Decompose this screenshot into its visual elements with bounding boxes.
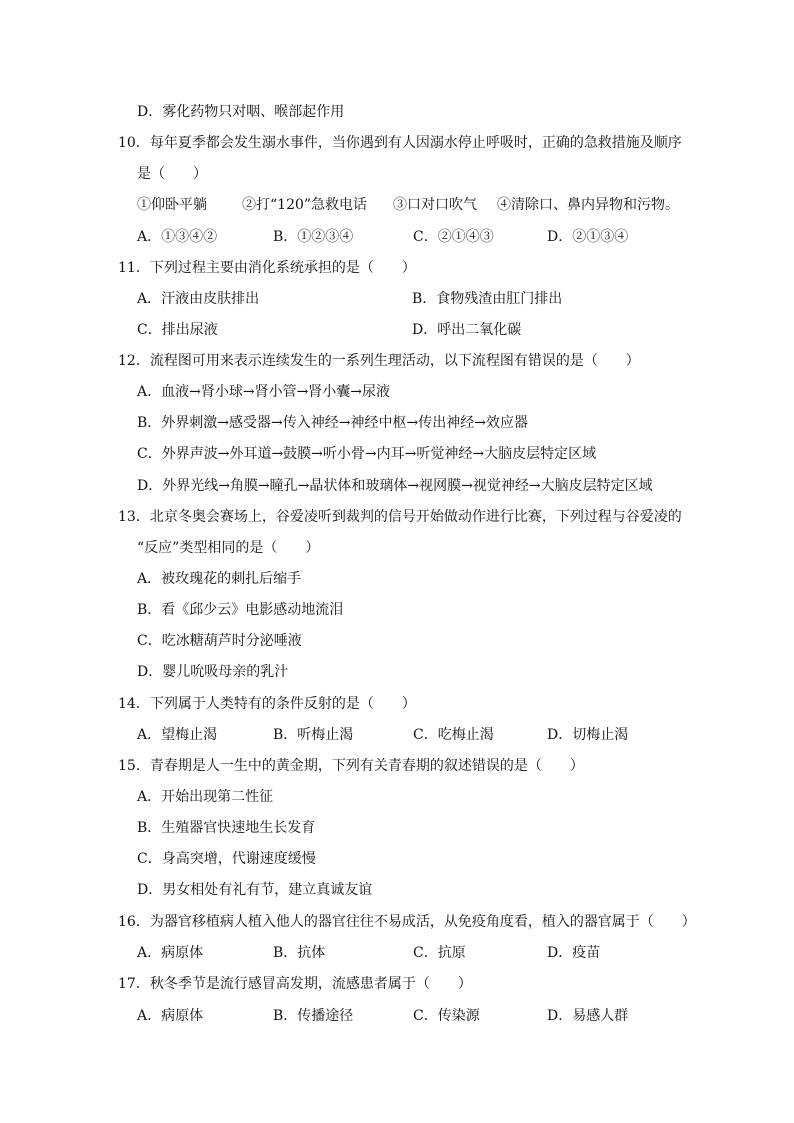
q17-option-b: B．传播途径 [273, 1008, 354, 1024]
q16-option-d: D．疫苗 [547, 945, 601, 961]
q15-option-c: C．身高突增，代谢速度缓慢 [137, 851, 316, 867]
q10-option-c: C．②①④③ [413, 229, 494, 245]
q10-step-1: ①仰卧平躺 [137, 197, 207, 213]
q17-stem: 17．秋冬季节是流行感冒高发期，流感患者属于（ ） [118, 976, 472, 992]
q10-step-2: ②打“120”急救电话 [242, 197, 368, 213]
q10-option-d: D．②①③④ [547, 229, 629, 245]
q10-step-4: ④清除口、鼻内异物和污物。 [497, 197, 679, 213]
q17-option-a: A．病原体 [137, 1008, 204, 1024]
q11-option-d: D．呼出二氧化碳 [412, 322, 522, 338]
q16-option-a: A．病原体 [137, 945, 204, 961]
q13-stem-line1: 13．北京冬奥会赛场上，谷爱凌听到裁判的信号开始做动作进行比赛，下列过程与谷爱凌的 [118, 509, 682, 525]
q10-option-b: B．①②③④ [273, 229, 354, 245]
q11-stem: 11．下列过程主要由消化系统承担的是（ ） [118, 260, 416, 276]
q16-option-c: C．抗原 [413, 945, 466, 961]
q10-stem-line1: 10．每年夏季都会发生溺水事件，当你遇到有人因溺水停止呼吸时，正确的急救措施及顺序 [118, 135, 682, 151]
q13-option-a: A．被玫瑰花的刺扎后缩手 [137, 571, 302, 587]
q11-option-c: C．排出尿液 [137, 322, 218, 338]
q15-stem: 15．青春期是人一生中的黄金期，下列有关青春期的叙述错误的是（ ） [118, 758, 584, 774]
q14-option-a: A．望梅止渴 [137, 727, 218, 743]
q14-stem: 14．下列属于人类特有的条件反射的是（ ） [118, 696, 416, 712]
q14-option-d: D．切梅止渴 [547, 727, 629, 743]
q10-stem-line2: 是（ ） [137, 166, 207, 182]
q16-stem: 16．为器官移植病人植入他人的器官往往不易成活，从免疫角度看，植入的器官属于（ ） [118, 914, 696, 930]
q17-option-d: D．易感人群 [547, 1008, 629, 1024]
q15-option-d: D．男女相处有礼有节，建立真诚友谊 [137, 882, 373, 898]
q13-stem-line2: “反应”类型相同的是（ ） [137, 540, 320, 556]
q10-option-a: A．①③④② [137, 229, 218, 245]
q12-stem: 12．流程图可用来表示连续发生的一系列生理活动，以下流程图有错误的是（ ） [118, 353, 640, 369]
q11-option-a: A．汗液由皮肤排出 [137, 291, 260, 307]
q9-option-d: D．雾化药物只对咽、喉部起作用 [137, 104, 345, 120]
q10-step-3: ③口对口吹气 [393, 197, 477, 213]
q15-option-b: B．生殖器官快速地生长发育 [137, 820, 316, 836]
q12-option-c: C．外界声波→外耳道→鼓膜→听小骨→内耳→听觉神经→大脑皮层特定区域 [137, 446, 597, 462]
q12-option-d: D．外界光线→角膜→瞳孔→晶状体和玻璃体→视网膜→视觉神经→大脑皮层特定区域 [137, 478, 653, 494]
q12-option-a: A．血液→肾小球→肾小管→肾小囊→尿液 [137, 384, 391, 400]
q16-option-b: B．抗体 [273, 945, 326, 961]
q14-option-b: B．听梅止渴 [273, 727, 354, 743]
q12-option-b: B．外界刺激→感受器→传入神经→神经中枢→传出神经→效应器 [137, 415, 528, 431]
q13-option-c: C．吃冰糖葫芦时分泌唾液 [137, 633, 302, 649]
q13-option-b: B．看《邱少云》电影感动地流泪 [137, 602, 344, 618]
q15-option-a: A．开始出现第二性征 [137, 789, 274, 805]
q11-option-b: B．食物残渣由肛门排出 [412, 291, 563, 307]
q14-option-c: C．吃梅止渴 [413, 727, 494, 743]
q13-option-d: D．婴儿吮吸母亲的乳汁 [137, 664, 289, 680]
q17-option-c: C．传染源 [413, 1008, 480, 1024]
